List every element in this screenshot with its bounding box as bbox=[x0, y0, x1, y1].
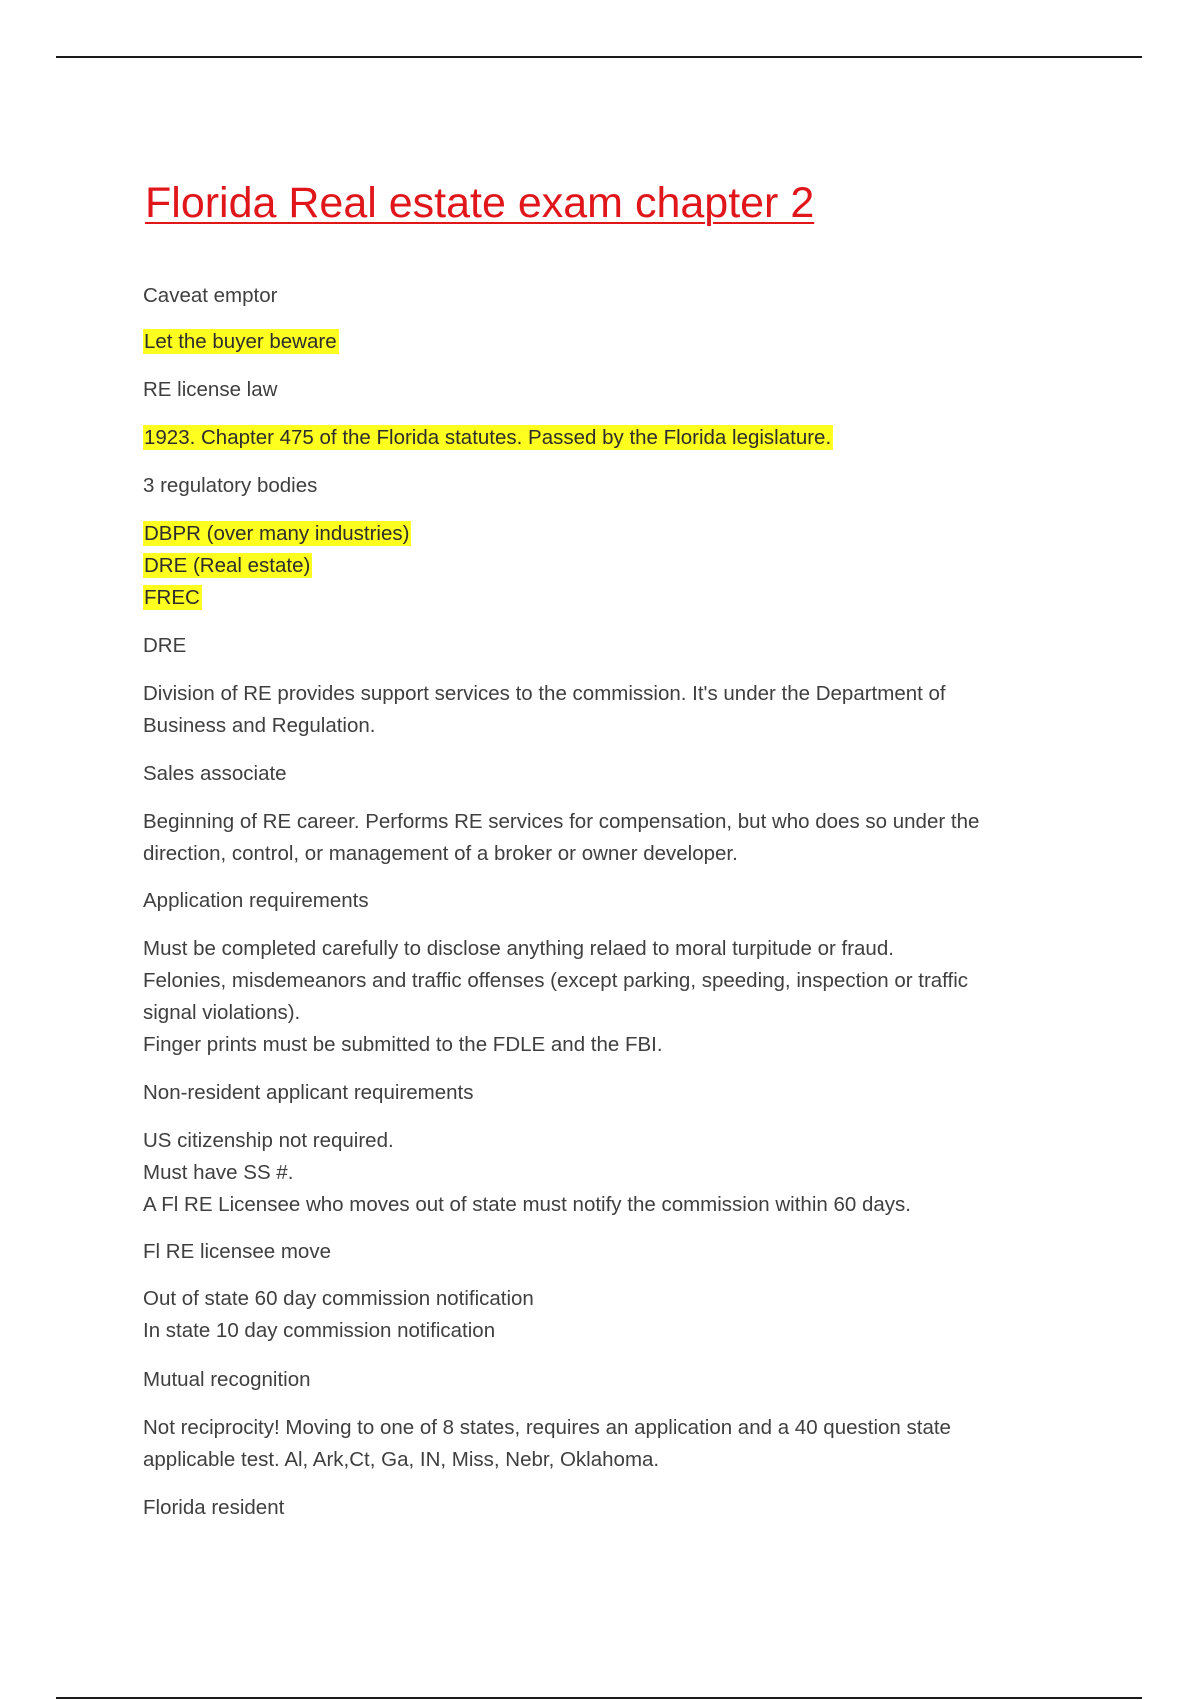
term: DRE bbox=[143, 634, 187, 657]
term: Florida resident bbox=[143, 1496, 285, 1519]
term: Sales associate bbox=[143, 762, 287, 785]
term: 3 regulatory bodies bbox=[143, 474, 318, 497]
answer: Let the buyer beware bbox=[144, 330, 337, 353]
term: Mutual recognition bbox=[143, 1368, 311, 1391]
answer: DBPR (over many industries) DRE (Real estate) FREC bbox=[144, 522, 410, 609]
bottom-rule bbox=[56, 1697, 1142, 1699]
document-title: Florida Real estate exam chapter 2 bbox=[145, 179, 815, 227]
term: Application requirements bbox=[143, 889, 369, 912]
term: Caveat emptor bbox=[143, 284, 278, 307]
answer: Beginning of RE career. Performs RE services for compensation, but who does so under the direction, control, or management of a broker or owner developer. bbox=[143, 810, 980, 865]
answer: US citizenship not required. Must have SS #. A Fl RE Licensee who moves out of state must notify the commission within 60 days. bbox=[143, 1129, 911, 1216]
answer: Division of RE provides support services to the commission. It's under the Department of Business and Regulation. bbox=[143, 682, 946, 737]
term: Fl RE licensee move bbox=[143, 1240, 331, 1263]
answer: Must be completed carefully to disclose anything relaed to moral turpitude or fraud. Felonies, misdemeanors and traffic offenses (except parking, speeding, inspection or traffic signal violations). Finger prints must be submitted to the FDLE and the FBI. bbox=[143, 937, 969, 1056]
answer: 1923. Chapter 475 of the Florida statutes. Passed by the Florida legislature. bbox=[144, 426, 832, 449]
term: Non-resident applicant requirements bbox=[143, 1081, 474, 1104]
term: RE license law bbox=[143, 378, 278, 401]
answer: Out of state 60 day commission notification In state 10 day commission notification bbox=[143, 1287, 534, 1342]
answer: Not reciprocity! Moving to one of 8 states, requires an application and a 40 question state applicable test. Al, Ark,Ct, Ga, IN, Miss, Nebr, Oklahoma. bbox=[143, 1416, 951, 1471]
top-rule bbox=[56, 56, 1142, 58]
